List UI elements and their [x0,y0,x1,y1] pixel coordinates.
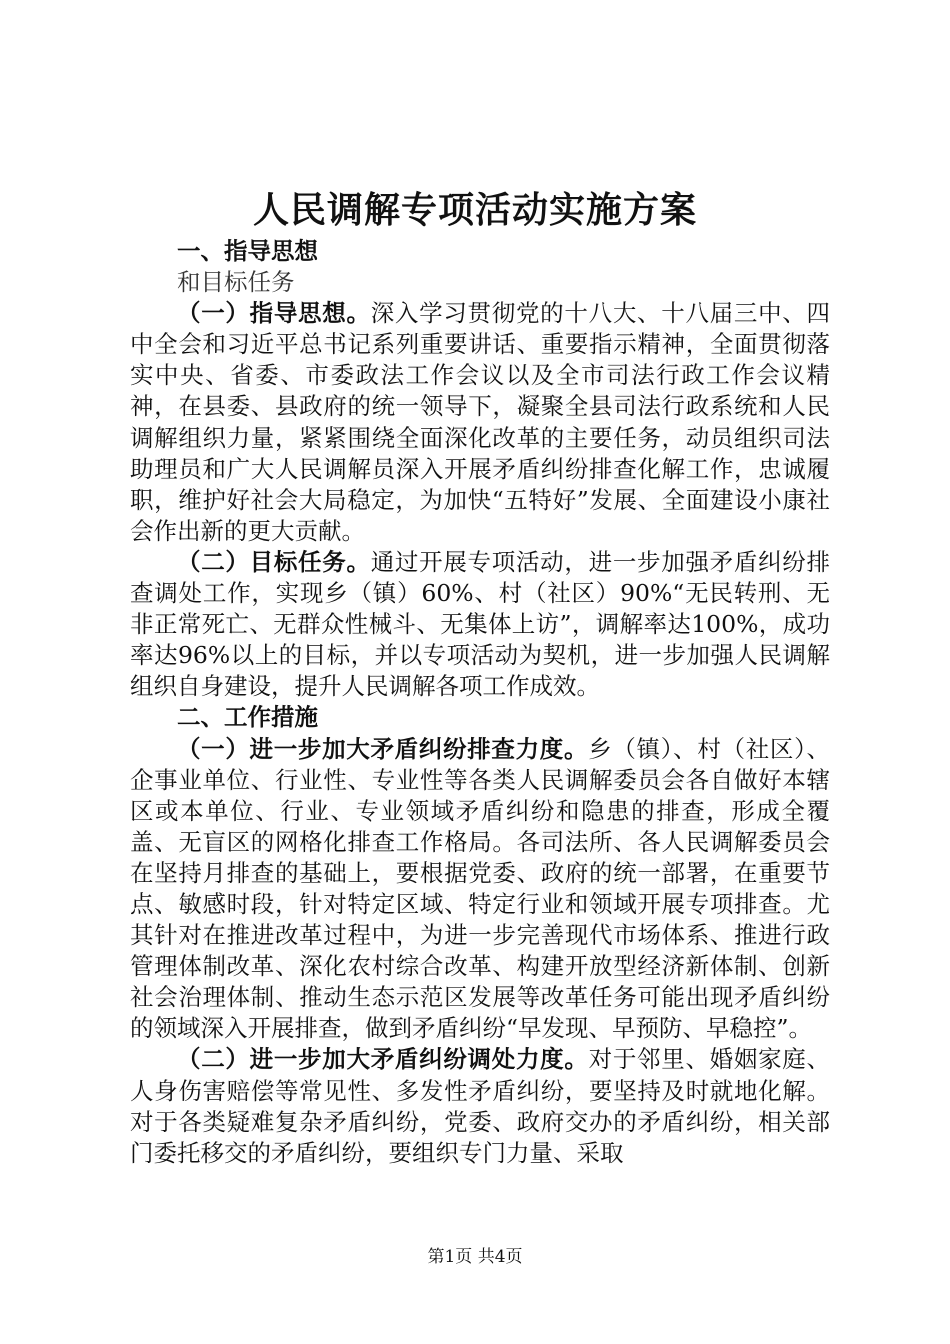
paragraph-guiding-thought [130,298,830,547]
paragraph-investigation [130,734,830,1045]
section-heading-1: 一、指导思想 [177,237,318,265]
paragraph-lead: （一）指导思想。 [177,299,371,328]
paragraph-lead: （一）进一步加大矛盾纠纷排查力度。 [177,734,589,763]
paragraph-text: 通过开展专项活动，进一步加强矛盾纠纷排查调处工作，实现乡（镇）60%、村（社区）90%“无民转刑、无非正常死亡、无群众性械斗、无集体上访”，调解率达100%，成功率达96%以上的目标，并以专项活动为契机，进一步加强人民调解组织自身建设，提升人民调解各项工作成效。 [130,547,831,701]
paragraph-lead: （二）目标任务。 [177,547,371,576]
paragraph-text: 对于邻里、婚姻家庭、人身伤害赔偿等常见性、多发性矛盾纠纷，要坚持及时就地化解。对于各类疑难复杂矛盾纠纷，党委、政府交办的矛盾纠纷，相关部门委托移交的矛盾纠纷，要组织专门力量、采取 [130,1045,831,1167]
paragraph-lead: （二）进一步加大矛盾纠纷调处力度。 [177,1045,589,1074]
paragraph-text: 深入学习贯彻党的十八大、十八届三中、四中全会和习近平总书记系列重要讲话、重要指示精神，全面贯彻落实中央、省委、市委政法工作会议以及全市司法行政工作会议精神，在县委、县政府的统一领导下，凝聚全县司法行政系统和人民调解组织力量，紧紧围绕全面深化改革的主要任务，动员组织司法助理员和广大人民调解员深入开展矛盾纠纷排查化解工作，忠诚履职，维护好社会大局稳定，为加快“五特好”发展、全面建设小康社会作出新的更大贡献。 [130,299,831,545]
section-heading-2: 二、工作措施 [177,703,318,732]
section-subheading-1: 和目标任务 [177,268,295,297]
paragraph-text: 乡（镇）、村（社区）、企事业单位、行业性、专业性等各类人民调解委员会各自做好本辖区或本单位、行业、专业领域矛盾纠纷和隐患的排查，形成全覆盖、无盲区的网格化排查工作格局。各司法所、各人民调解委员会在坚持月排查的基础上，要根据党委、政府的统一部署，在重要节点、敏感时段，针对特定区域、特定行业和领域开展专项排查。尤其针对在推进改革过程中，为进一步完善现代市场体系、推进行政管理体制改革、深化农村综合改革、构建开放型经济新体制、创新社会治理体制、推动生态示范区发展等改革任务可能出现矛盾纠纷的领域深入开展排查，做到矛盾纠纷“早发现、早预防、早稳控”。 [130,734,831,1043]
paragraph-mediation [130,1044,830,1168]
page-footer: 第1页 共4页 [427,1247,523,1267]
document-title: 人民调解专项活动实施方案 [252,189,697,231]
document-body [130,236,830,1169]
paragraph-target-tasks [130,547,830,702]
